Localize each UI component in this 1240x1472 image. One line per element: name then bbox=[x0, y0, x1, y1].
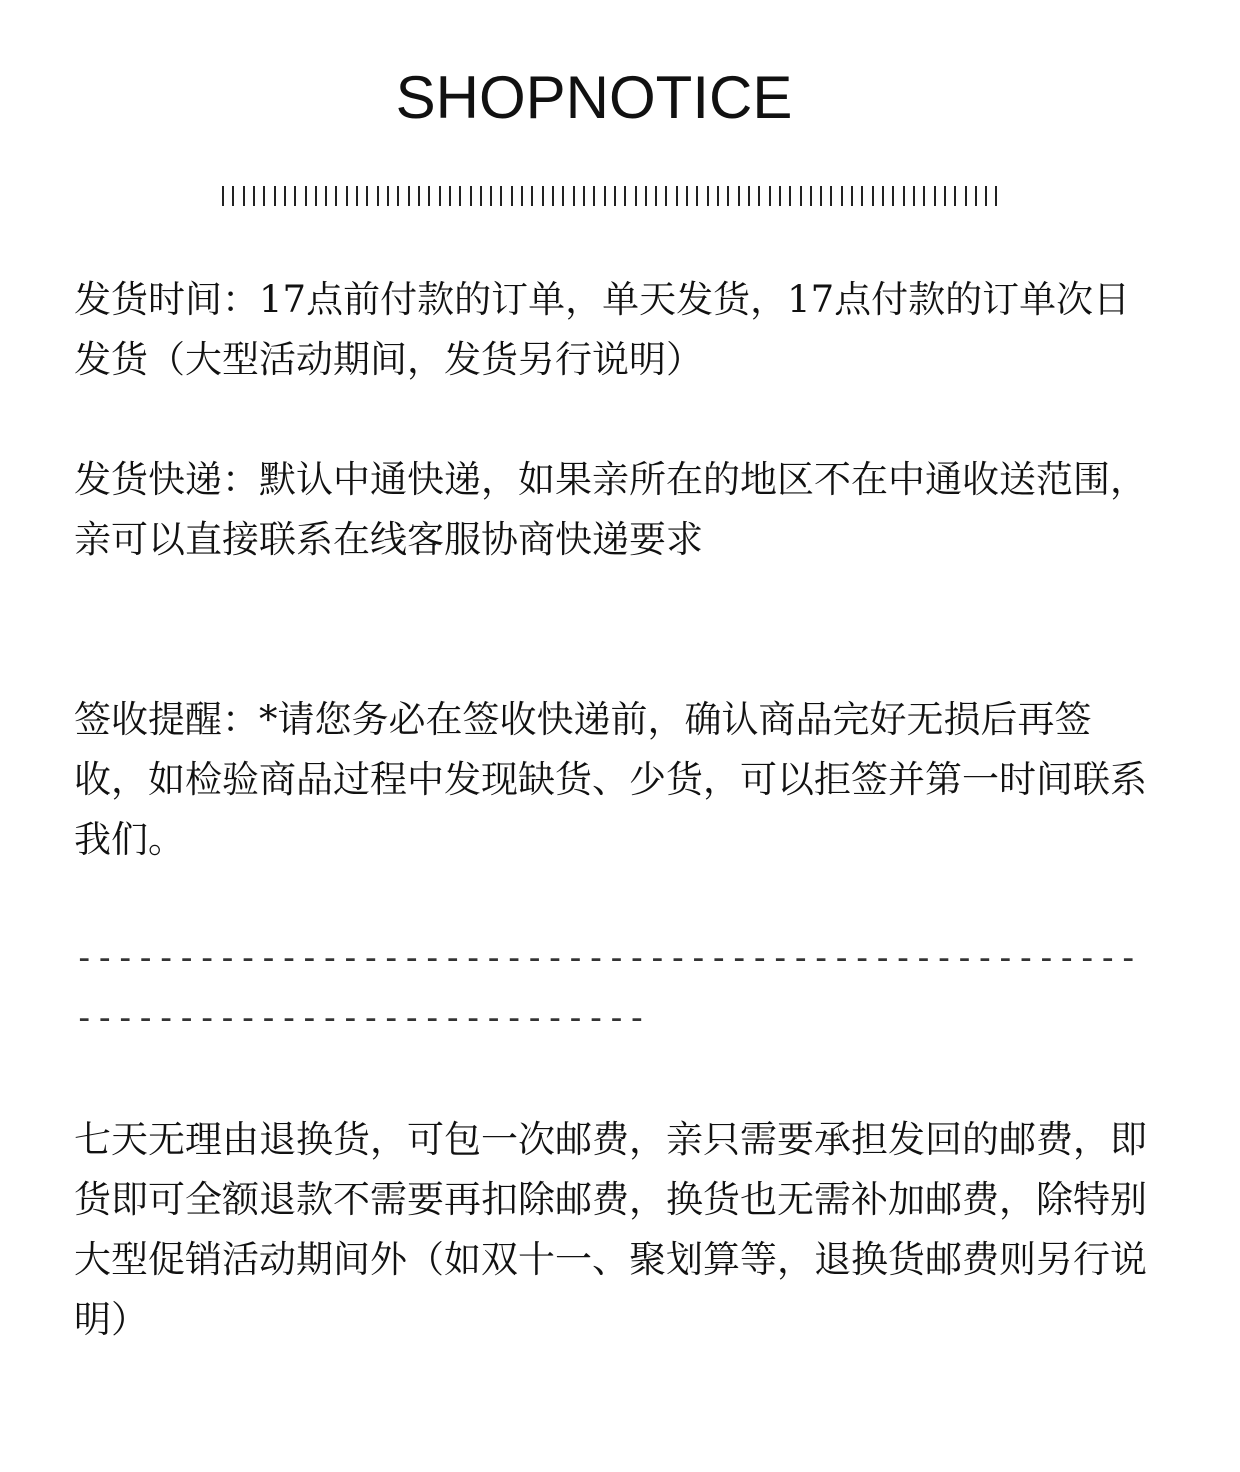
bar-tick bbox=[274, 186, 276, 206]
bar-tick bbox=[243, 186, 245, 206]
bar-tick bbox=[872, 186, 874, 206]
bar-tick bbox=[552, 186, 554, 206]
bar-tick bbox=[676, 186, 678, 206]
bar-tick bbox=[408, 186, 410, 206]
bar-tick bbox=[531, 186, 533, 206]
bar-tick bbox=[748, 186, 750, 206]
shipping-time-paragraph: 发货时间：17点前付款的订单，单天发货，17点付款的订单次日发货（大型活动期间，发货另行说明） bbox=[74, 278, 1131, 381]
bar-tick bbox=[717, 186, 719, 206]
bar-tick bbox=[965, 186, 967, 206]
bar-tick bbox=[800, 186, 802, 206]
bar-tick bbox=[573, 186, 575, 206]
bar-tick bbox=[335, 186, 337, 206]
bar-tick bbox=[810, 186, 812, 206]
bar-tick bbox=[758, 186, 760, 206]
bar-tick bbox=[542, 186, 544, 206]
bar-tick bbox=[655, 186, 657, 206]
bar-tick bbox=[779, 186, 781, 206]
bar-tick bbox=[635, 186, 637, 206]
courier-paragraph: 发货快递：默认中通快递，如果亲所在的地区不在中通收送范围，亲可以直接联系在线客服协商快递要求 bbox=[74, 458, 1147, 561]
bar-tick bbox=[769, 186, 771, 206]
bar-tick bbox=[232, 186, 234, 206]
decorative-bar-rule bbox=[222, 186, 998, 206]
bar-tick bbox=[377, 186, 379, 206]
bar-tick bbox=[253, 186, 255, 206]
bar-tick bbox=[428, 186, 430, 206]
bar-tick bbox=[480, 186, 482, 206]
bar-tick bbox=[490, 186, 492, 206]
bar-tick bbox=[851, 186, 853, 206]
bar-tick bbox=[944, 186, 946, 206]
bar-tick bbox=[470, 186, 472, 206]
bar-tick bbox=[789, 186, 791, 206]
bar-tick bbox=[366, 186, 368, 206]
bar-tick bbox=[387, 186, 389, 206]
bar-tick bbox=[356, 186, 358, 206]
bar-tick bbox=[459, 186, 461, 206]
bar-tick bbox=[263, 186, 265, 206]
bar-tick bbox=[315, 186, 317, 206]
bar-tick bbox=[418, 186, 420, 206]
bar-tick bbox=[624, 186, 626, 206]
bar-tick bbox=[439, 186, 441, 206]
bar-tick bbox=[325, 186, 327, 206]
bar-tick bbox=[665, 186, 667, 206]
bar-tick bbox=[294, 186, 296, 206]
bar-tick bbox=[511, 186, 513, 206]
bar-tick bbox=[562, 186, 564, 206]
bar-tick bbox=[583, 186, 585, 206]
bar-tick bbox=[521, 186, 523, 206]
bar-tick bbox=[985, 186, 987, 206]
bar-tick bbox=[604, 186, 606, 206]
bar-tick bbox=[614, 186, 616, 206]
bar-tick bbox=[861, 186, 863, 206]
bar-tick bbox=[222, 186, 224, 206]
bar-tick bbox=[500, 186, 502, 206]
bar-tick bbox=[305, 186, 307, 206]
bar-tick bbox=[882, 186, 884, 206]
bar-tick bbox=[696, 186, 698, 206]
dashed-divider: -------------------------------------------------------------------------------- bbox=[74, 938, 1139, 1038]
bar-tick bbox=[686, 186, 688, 206]
bar-tick bbox=[841, 186, 843, 206]
bar-tick bbox=[738, 186, 740, 206]
bar-tick bbox=[954, 186, 956, 206]
bar-tick bbox=[397, 186, 399, 206]
bar-tick bbox=[820, 186, 822, 206]
bar-tick bbox=[346, 186, 348, 206]
page-title: SHOPNOTICE bbox=[395, 64, 793, 131]
returns-paragraph: 七天无理由退换货，可包一次邮费，亲只需要承担发回的邮费，即货即可全额退款不需要再扣除邮费，换货也无需补加邮费，除特别大型促销活动期间外（如双十一、聚划算等，退换货邮费则另行说明） bbox=[74, 1118, 1147, 1341]
bar-tick bbox=[923, 186, 925, 206]
bar-tick bbox=[284, 186, 286, 206]
bar-tick bbox=[913, 186, 915, 206]
bar-tick bbox=[975, 186, 977, 206]
bar-tick bbox=[449, 186, 451, 206]
bar-tick bbox=[995, 186, 997, 206]
sign-reminder-paragraph: 签收提醒：*请您务必在签收快递前，确认商品完好无损后再签收，如检验商品过程中发现缺货、少货，可以拒签并第一时间联系我们。 bbox=[74, 698, 1147, 861]
bar-tick bbox=[892, 186, 894, 206]
bar-tick bbox=[903, 186, 905, 206]
bar-tick bbox=[830, 186, 832, 206]
bar-tick bbox=[707, 186, 709, 206]
bar-tick bbox=[593, 186, 595, 206]
bar-tick bbox=[934, 186, 936, 206]
bar-tick bbox=[727, 186, 729, 206]
bar-tick bbox=[645, 186, 647, 206]
